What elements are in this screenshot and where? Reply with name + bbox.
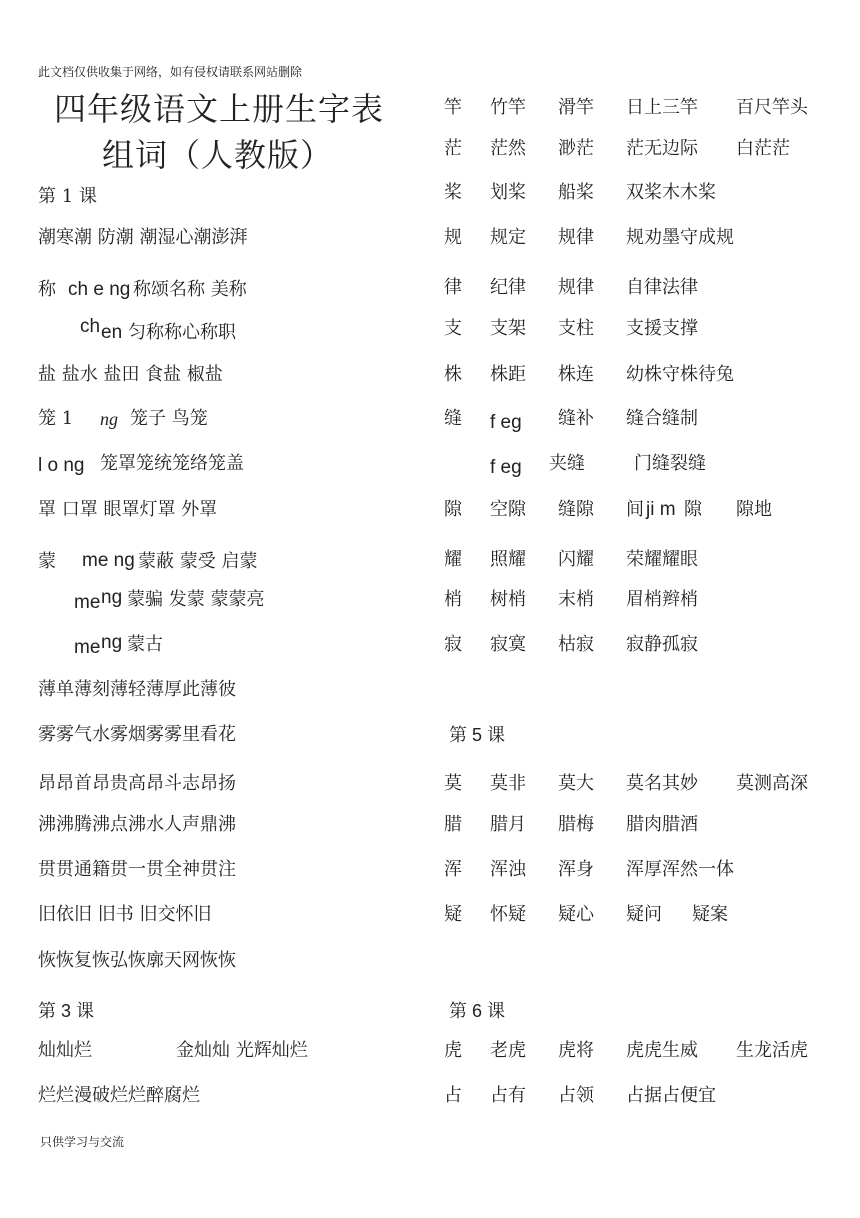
word-rows5-1-1: 腊梅 [558,814,594,835]
char-rows5-2: 浑 [444,859,462,880]
page-title: 四年级语文上册生字表 [54,90,385,128]
word-rows-6-1: 株连 [558,364,594,385]
char-rows5-3: 疑 [444,904,462,925]
word-rows6-0-1: 虎将 [558,1040,594,1061]
words-meng-3: 蒙古 [127,634,163,655]
word-row-lan: 烂烂漫破烂烂醉腐烂 [38,1085,200,1106]
words-meng-2: 蒙骗 发蒙 蒙蒙亮 [127,589,265,610]
word-rows2-0-1: 闪耀 [558,549,594,570]
pinyin-meng-3b: ng [101,632,123,653]
word-rows2-0-2: 荣耀耀眼 [626,549,698,570]
words-cheng: 称颂名称 美称 [133,279,247,300]
word-row-bao: 薄单薄刻薄轻薄厚此薄彼 [38,679,236,700]
word-rows5-0-0: 莫非 [490,773,526,794]
char-rows2-1: 梢 [444,589,462,610]
pinyin-cheng: ch e ng [68,279,131,300]
word-row-guan: 贯贯通籍贯一贯全神贯注 [38,859,236,880]
pinyin-meng-2b: ng [101,587,123,608]
word-rows-0-1: 滑竿 [558,97,594,118]
word-rows2-1-1: 末梢 [558,589,594,610]
word-rows2-0-0: 照耀 [490,549,526,570]
word-rows5-0-3: 莫测高深 [736,773,808,794]
word-rows5-2-0: 浑浊 [490,859,526,880]
word-rows6-0-0: 老虎 [490,1040,526,1061]
word-rows-1-1: 渺茫 [558,138,594,159]
char-feng: 缝 [444,408,462,429]
word-feng-4: 门缝裂缝 [634,453,706,474]
pinyin-feng-1: f eg [490,412,522,433]
char-rows-1: 茫 [444,138,462,159]
word-feng-2: 缝合缝制 [626,408,698,429]
word-row-hui: 恢恢复恢弘恢廓天网恢恢 [38,950,236,971]
word-rows-4-1: 规律 [558,277,594,298]
word-rows6-1-1: 占领 [558,1085,594,1106]
pinyin-meng-2a: me [74,592,101,613]
word-rows-5-1: 支柱 [558,318,594,339]
word-rows-0-0: 竹竿 [490,97,526,118]
char-rows-3: 规 [444,227,462,248]
word-rows-3-0: 规定 [490,227,526,248]
word-rows-2-1: 船桨 [558,182,594,203]
word-rows2-1-2: 眉梢辫梢 [626,589,698,610]
word-rows2-2-0: 寂寞 [490,634,526,655]
char-rows-0: 竿 [444,97,462,118]
word-row-jiu: 旧依旧 旧书 旧交怀旧 [38,904,212,925]
pinyin-meng-3a: me [74,637,101,658]
char-rows-2: 桨 [444,182,462,203]
char-meng: 蒙 [38,551,56,572]
word-rows5-3-1: 疑心 [558,904,594,925]
word-rows-0-3: 百尺竿头 [736,97,808,118]
word-row-ang: 昂昂首昂贵高昂斗志昂扬 [38,773,236,794]
word-rows-1-3: 白茫茫 [736,138,790,159]
word-xi-1: 空隙 [490,499,526,520]
pinyin-long-tail: ng [100,409,118,429]
word-rows6-1-0: 占有 [490,1085,526,1106]
lesson-5-heading: 第 5 课 [449,725,506,745]
word-rows2-2-2: 寂静孤寂 [626,634,698,655]
word-xi-2: 缝隙 [558,499,594,520]
word-rows-3-1: 规律 [558,227,594,248]
word-row-yan: 盐 盐水 盐田 食盐 椒盐 [38,364,223,385]
char-rows-5: 支 [444,318,462,339]
char-rows6-0: 虎 [444,1040,462,1061]
lesson-3-heading: 第 3 课 [38,1001,95,1021]
word-rows-4-2: 自律法律 [626,277,698,298]
word-rows5-3-3: 疑案 [692,904,728,925]
word-row-chao: 潮寒潮 防潮 潮湿心潮澎湃 [38,227,248,248]
word-xi-3b: 隙 [684,499,702,520]
word-rows-1-0: 茫然 [490,138,526,159]
lesson-1-heading: 第 1 课 [38,186,97,207]
word-rows-4-0: 纪律 [490,277,526,298]
words-long-1: 笼子 鸟笼 [130,408,208,429]
char-rows-4: 律 [444,277,462,298]
words-long-2: 笼罩笼统笼络笼盖 [100,453,244,474]
pinyin-meng-1: me ng [82,550,135,571]
char-rows-6: 株 [444,364,462,385]
pinyin-chen-a: ch [80,316,101,337]
word-feng-1: 缝补 [558,408,594,429]
word-rows6-0-2: 虎虎生威 [626,1040,698,1061]
word-xi-3a: 间 [626,499,644,520]
word-rows6-1-2: 占据占便宜 [626,1085,716,1106]
word-rows-2-2: 双桨木木桨 [626,182,716,203]
pinyin-feng-2: f eg [490,457,522,478]
word-rows-0-2: 日上三竿 [626,97,698,118]
word-row-wu: 雾雾气水雾烟雾雾里看花 [38,724,236,745]
word-rows-5-0: 支架 [490,318,526,339]
word-rows5-3-0: 怀疑 [490,904,526,925]
char-rows5-1: 腊 [444,814,462,835]
char-cheng: 称 [38,279,56,300]
page-subtitle: 组词（人教版） [102,136,334,174]
word-rows5-2-1: 浑身 [558,859,594,880]
word-rows5-0-2: 莫名其妙 [626,773,698,794]
word-rows-5-2: 支援支撑 [626,318,698,339]
word-row-fei: 沸沸腾沸点沸水人声鼎沸 [38,814,236,835]
char-rows5-0: 莫 [444,773,462,794]
word-rows2-2-1: 枯寂 [558,634,594,655]
char-rows2-2: 寂 [444,634,462,655]
pinyin-chen-b: en [101,322,123,343]
word-rows5-1-0: 腊月 [490,814,526,835]
word-row-can-a: 灿灿烂 [38,1040,92,1061]
pinyin-long: l o ng [38,455,85,476]
header-note: 此文档仅供收集于网络，如有侵权请联系网站删除 [38,65,303,79]
words-chen: 匀称称心称职 [128,322,236,343]
word-rows5-0-1: 莫大 [558,773,594,794]
word-xi-4: 隙地 [736,499,772,520]
word-rows-1-2: 茫无边际 [626,138,698,159]
word-rows2-1-0: 树梢 [490,589,526,610]
word-feng-3: 夹缝 [549,453,585,474]
word-row-zhao: 罩 口罩 眼罩灯罩 外罩 [38,499,218,520]
word-rows-6-0: 株距 [490,364,526,385]
word-rows-6-2: 幼株守株待兔 [626,364,734,385]
footer-note: 只供学习与交流 [40,1135,125,1149]
word-rows-2-0: 划桨 [490,182,526,203]
word-rows-3-2: 规劝墨守成规 [626,227,734,248]
word-rows5-1-2: 腊肉腊酒 [626,814,698,835]
char-rows2-0: 耀 [444,549,462,570]
word-rows5-3-2: 疑问 [626,904,662,925]
word-rows6-0-3: 生龙活虎 [736,1040,808,1061]
char-long: 笼 1 [38,408,74,429]
lesson-6-heading: 第 6 课 [449,1001,506,1021]
pinyin-xi-3: ji m [646,499,676,520]
words-meng-1: 蒙蔽 蒙受 启蒙 [138,551,258,572]
char-rows6-1: 占 [444,1085,462,1106]
word-row-can-b: 金灿灿 光辉灿烂 [176,1040,308,1061]
word-rows5-2-2: 浑厚浑然一体 [626,859,734,880]
char-xi: 隙 [444,499,462,520]
